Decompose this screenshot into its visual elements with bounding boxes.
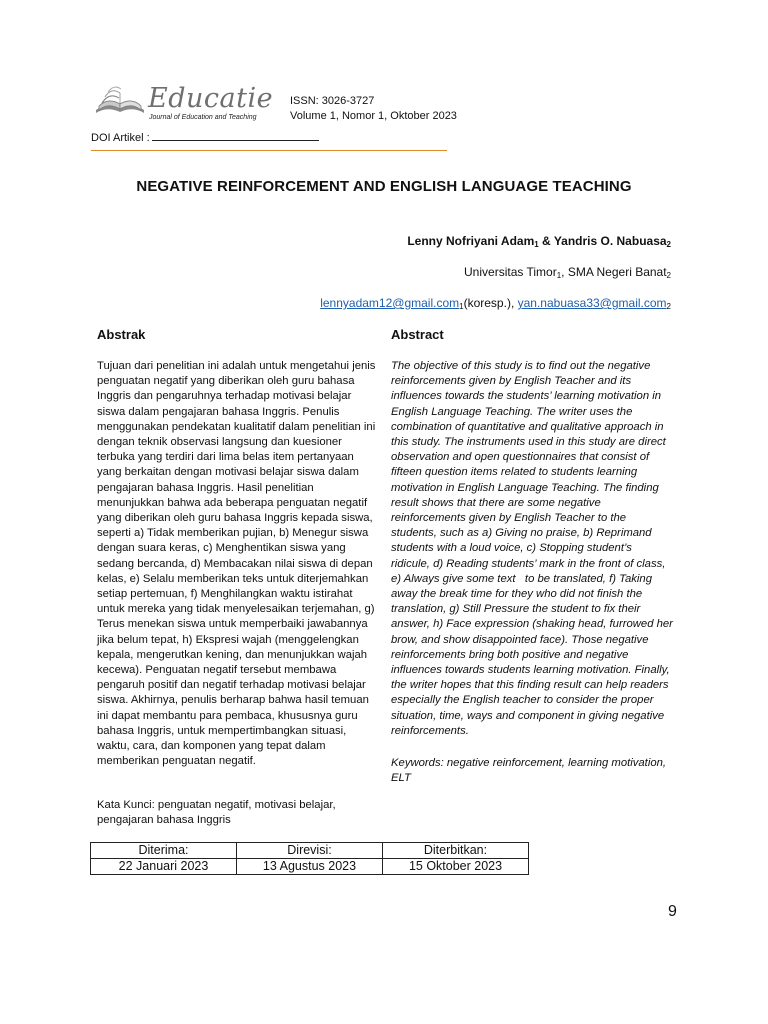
dates-label-row [91, 843, 529, 859]
author-line [407, 234, 671, 249]
email-link[interactable]: lennyadam12@gmail.com [320, 296, 460, 310]
date-label: Diterima: [91, 843, 237, 859]
author-name: Lenny Nofriyani Adam [407, 234, 535, 248]
abstract-body: The objective of this study is to find out the negative reinforcements given by English Teacher and its influences towards the students’ learning motivation in English Language Teaching. The writer uses the combination of quantitative and qualitative approach in this study. The instruments used in this study are direct observation and open questionnaires that consist of fifteen question items related to students learning motivation in English Language Teaching. The finding result shows that there are some negative reinforcements given by English Teacher to the students, such as a) Giving no praise, b) Reprimand students with a loud voice, c) Stopping student’s ridicule, d) Reading students’ mark in the front of class, e) Always give some text to be translated, f) Taking away the break time for they who did not finish the translation, g) Still Pressure the student to fix their answer, h) Face expression (shaking head, furrowed her brow, and show disappointed face). Those negative reinforcements bring both positive and negative influences towards students learning motivation. Finally, the writer hopes that this finding result can help readers especially the English teacher to consider the proper situation, time, ways and component in giving negative reinforcements. [391, 360, 677, 737]
email-line [320, 296, 671, 311]
email-index: 1 [459, 302, 464, 311]
journal-name: Educatie [148, 83, 274, 114]
doi-blank-line [152, 130, 319, 141]
dates-table [90, 842, 529, 875]
affiliation-name: Universitas Timor [464, 265, 557, 279]
affiliation-separator: , [561, 265, 568, 279]
dates-value-row [91, 859, 529, 875]
page-number: 9 [668, 903, 677, 920]
header-divider [91, 150, 447, 151]
date-value: 15 Oktober 2023 [383, 859, 529, 875]
journal-tagline: Journal of Education and Teaching [149, 114, 257, 121]
abstract-heading: Abstract [391, 327, 444, 342]
open-book-logo-icon [93, 84, 147, 118]
article-title: NEGATIVE REINFORCEMENT AND ENGLISH LANGUAGE TEACHING [136, 178, 632, 195]
author-name: Yandris O. Nabuasa [553, 234, 667, 248]
issn-label: ISSN: 3026-3727 [290, 95, 375, 107]
affiliation-index: 2 [666, 271, 671, 280]
author-index: 2 [666, 240, 671, 249]
doi-row [91, 130, 319, 145]
affiliation-name: SMA Negeri Banat [567, 265, 667, 279]
email-index: 2 [666, 302, 671, 311]
keywords: Keywords: negative reinforcement, learning motivation, ELT [391, 757, 667, 785]
kata-kunci: Kata Kunci: penguatan negatif, motivasi belajar, pengajaran bahasa Inggris [97, 799, 336, 827]
author-index: 1 [534, 240, 539, 249]
abstrak-heading: Abstrak [97, 327, 146, 342]
affiliation-index: 1 [556, 271, 562, 280]
email-link[interactable]: yan.nabuasa33@gmail.com [517, 296, 667, 310]
abstrak-body: Tujuan dari penelitian ini adalah untuk mengetahui jenis penguatan negatif yang diberikan oleh guru bahasa Inggris dan pengaruhnya terhadap motivasi belajar siswa dalam pengajaran bahasa Inggris. Penulis menggunakan pendekatan kualitatif dalam penelitian ini dengan teknik observasi langsung dan kuesioner terbuka yang terdiri dari lima belas item pertanyaan yang berkaitan dengan motivasi belajar siswa dalam pengajaran bahasa Inggris. Hasil penelitian menunjukkan bahwa ada beberapa penguatan negatif yang diberikan oleh guru bahasa Inggris kepada siswa, seperti a) Tidak memberikan pujian, b) Menegur siswa dengan suara keras, c) Menghentikan siswa yang sedang bercanda, d) Membacakan nilai siswa di depan kelas, e) Selalu memberikan teks untuk diterjemahkan setiap pertemuan, f) Menghilangkan waktu istirahat untuk mereka yang tidak menyelesaikan terjemahan, g) Terus menekan siswa untuk memperbaiki jawabannya jika belum tepat, h) Ekspresi wajah (menggelengkan kepala, mengerutkan kening, dan menunjukkan wajah kecewa). Penguatan negatif tersebut membawa pengaruh positif dan negatif terhadap motivasi belajar siswa. Akhirnya, penulis berharap bahwa hasil temuan ini dapat membantu para pembaca, khususnya guru bahasa Inggris, untuk mempertimbangkan situasi, waktu, cara, dan komponen yang tepat dalam memberikan penguatan negatif. [97, 360, 376, 768]
date-label: Direvisi: [237, 843, 383, 859]
date-value: 22 Januari 2023 [91, 859, 237, 875]
author-joiner: & [538, 234, 554, 248]
volume-label: Volume 1, Nomor 1, Oktober 2023 [290, 110, 457, 122]
doi-label: DOI Artikel : [91, 132, 150, 144]
date-label: Diterbitkan: [383, 843, 529, 859]
affiliation-line [464, 265, 671, 280]
date-value: 13 Agustus 2023 [237, 859, 383, 875]
corresponding-note: (koresp.), [463, 296, 518, 310]
